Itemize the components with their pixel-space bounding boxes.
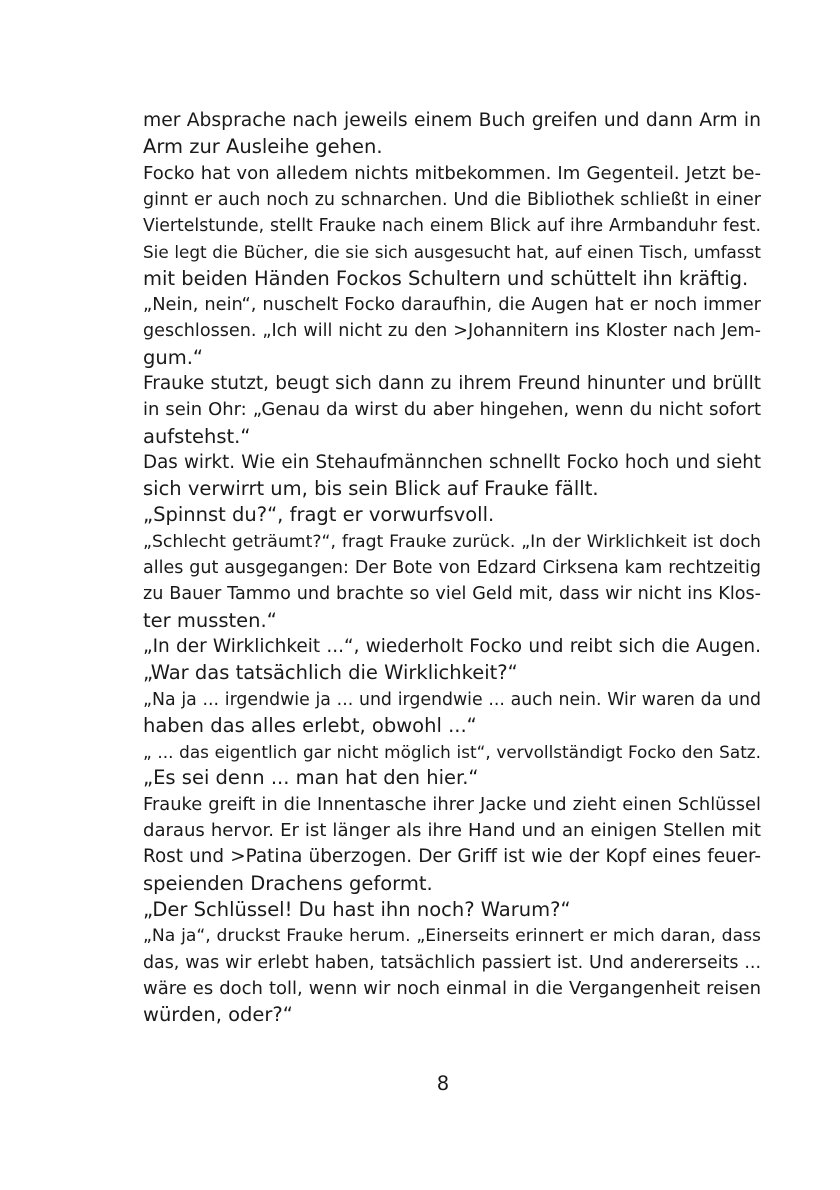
text-line: gum.“	[143, 345, 204, 369]
text-line: Frauke greift in die Innentasche ihrer Jacke und zieht einen Schlüssel	[143, 793, 761, 815]
text-line: Viertelstunde, stellt Frauke nach einem Blick auf ihre Armbanduhr fest.	[143, 216, 761, 237]
text-line: Arm zur Ausleihe gehen.	[143, 135, 383, 159]
text-line: „Es sei denn ... man hat den hier.“	[143, 766, 479, 790]
text-line: „War das tatsächlich die Wirklichkeit?“	[143, 661, 518, 685]
text-line: „Na ja ... irgendwie ja ... und irgendwie ... auch nein. Wir waren da und	[143, 689, 761, 710]
text-line: Das wirkt. Wie ein Stehaufmännchen schnellt Focko hoch und sieht	[143, 451, 761, 473]
text-line: Frauke stutzt, beugt sich dann zu ihrem Freund hinunter und brüllt	[143, 372, 761, 394]
text-line: Focko hat von alledem nichts mitbekommen. Im Gegenteil. Jetzt be-	[143, 162, 761, 184]
text-line: haben das alles erlebt, obwohl ...“	[143, 713, 477, 737]
text-line: ginnt er auch noch zu schnarchen. Und die Bibliothek schließt in einer	[143, 189, 761, 210]
text-line: sich verwirrt um, bis sein Blick auf Frauke fällt.	[143, 477, 599, 501]
text-line: „Spinnst du?“, fragt er vorwurfsvoll.	[143, 503, 495, 527]
text-line: mit beiden Händen Fockos Schultern und schüttelt ihn kräftig.	[143, 266, 749, 290]
text-line: würden, oder?“	[143, 1003, 293, 1027]
text-line: speienden Drachens geformt.	[143, 871, 433, 895]
text-line: in sein Ohr: „Genau da wirst du aber hingehen, wenn du nicht sofort	[143, 399, 761, 421]
text-line: daraus hervor. Er ist länger als ihre Hand und an einigen Stellen mit	[143, 820, 761, 842]
body-text	[143, 108, 761, 1028]
text-line: alles gut ausgegangen: Der Bote von Edzard Cirksena kam rechtzeitig	[143, 558, 761, 579]
text-line: „Schlecht geträumt?“, fragt Frauke zurück. „In der Wirklichkeit ist doch	[143, 531, 761, 552]
text-line: wäre es doch toll, wenn wir noch einmal in die Vergangenheit reisen	[143, 977, 761, 999]
text-line: „In der Wirklichkeit ...“, wiederholt Focko und reibt sich die Augen.	[143, 635, 761, 657]
text-line: aufstehst.“	[143, 424, 251, 448]
text-line: Sie legt die Bücher, die sie sich ausgesucht hat, auf einen Tisch, umfasst	[143, 242, 761, 263]
text-line: das, was wir erlebt haben, tatsächlich passiert ist. Und andererseits ...	[143, 952, 761, 973]
text-line: zu Bauer Tammo und brachte so viel Geld mit, dass wir nicht ins Klos-	[143, 584, 761, 605]
text-line: mer Absprache nach jeweils einem Buch greifen und dann Arm in	[143, 110, 761, 131]
text-line: geschlossen. „Ich will nicht zu den >Johannitern ins Kloster nach Jem-	[143, 321, 761, 342]
text-line: „Na ja“, druckst Frauke herum. „Einerseits erinnert er mich daran, dass	[143, 926, 761, 947]
page-number: 8	[436, 1072, 450, 1095]
text-line: „Der Schlüssel! Du hast ihn noch? Warum?“	[143, 897, 571, 921]
text-line: ter mussten.“	[143, 608, 277, 632]
text-line: „ ... das eigentlich gar nicht möglich ist“, vervollständigt Focko den Satz.	[143, 742, 761, 763]
text-line: Rost und >Patina überzogen. Der Griff ist wie der Kopf eines feuer-	[143, 846, 761, 868]
text-line: „Nein, nein“, nuschelt Focko daraufhin, die Augen hat er noch immer	[143, 294, 761, 316]
